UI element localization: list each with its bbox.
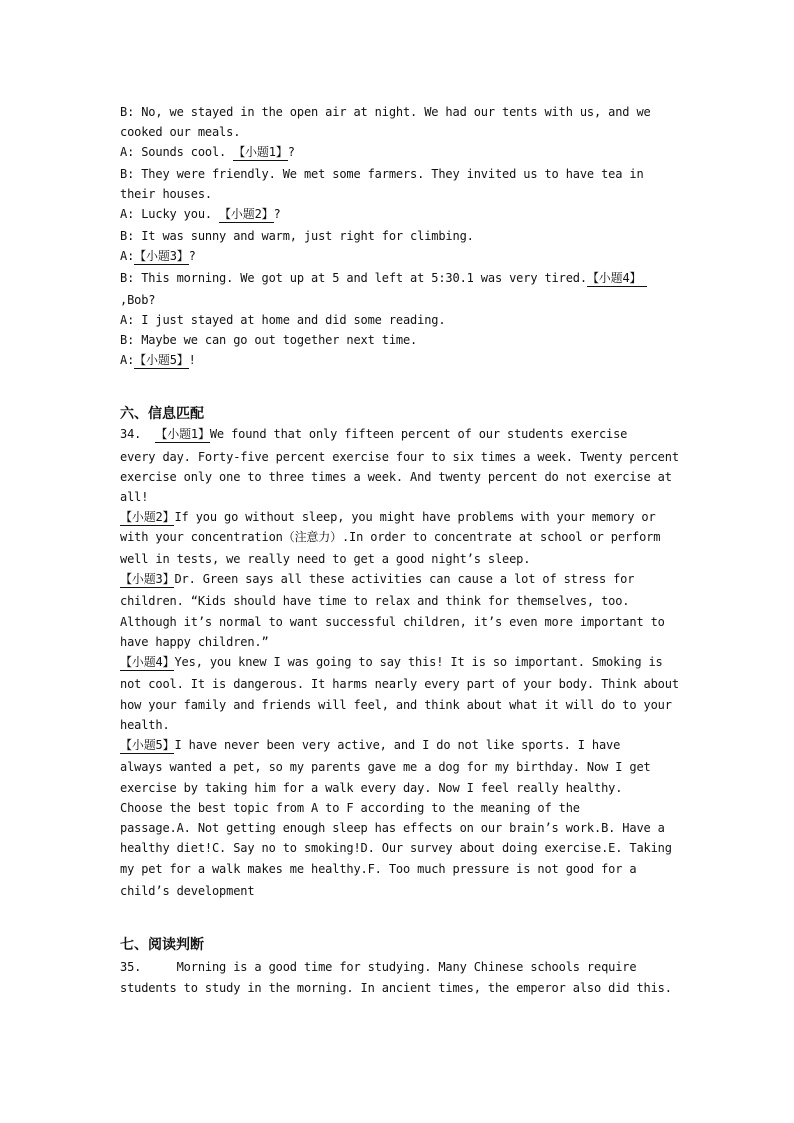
text: If you go without sleep, you might have problems with your memory or [174, 510, 656, 524]
section-heading: 六、信息匹配 [120, 406, 204, 422]
text-line: students to study in the morning. In ancient times, the emperor also did this. [120, 981, 672, 995]
text-line: Choose the best topic from A to F according to the meaning of the [120, 801, 580, 815]
question-number: 34. [120, 427, 156, 441]
blank-tail [641, 270, 647, 287]
text-line: with your concentration（注意力）.In order to concentrate at school or perform [120, 530, 661, 544]
question-blank-5: 【小题5】 [120, 738, 175, 752]
question-blank-1: 【小题1】 [155, 427, 210, 441]
text-line [120, 268, 680, 288]
text-line: their houses. [120, 187, 212, 201]
text-line: every day. Forty-five percent exercise four to six times a week. Twenty percent [120, 450, 679, 464]
question-blank-1: 【小题1】 [233, 145, 288, 159]
text: ? [273, 207, 281, 221]
question-blank-2: 【小题2】 [219, 207, 274, 221]
text-line: exercise by taking him for a walk every day. Now I feel really healthy. [120, 781, 623, 795]
text-line [120, 735, 680, 755]
text-line: B: They were friendly. We met some farmers. They invited us to have tea in [120, 167, 644, 181]
text-line: B: No, we stayed in the open air at night. We had our tents with us, and we [120, 105, 651, 119]
text: A: [120, 249, 135, 263]
text: A: [120, 353, 135, 367]
text-line [120, 350, 680, 370]
text-line: child’s development [120, 884, 255, 898]
text-line: children. “Kids should have time to relax and think for themselves, too. [120, 594, 630, 608]
text-line: how your family and friends will feel, and think about what it will do to your [120, 698, 672, 712]
text-line: all! [120, 490, 149, 504]
section-6 [120, 404, 680, 901]
text-line [120, 507, 680, 527]
text: A: Lucky you. [120, 207, 220, 221]
text-line [120, 246, 680, 266]
text-line: Although it’s normal to want successful children, it’s even more important to [120, 615, 665, 629]
text-line: B: It was sunny and warm, just right for climbing. [120, 229, 474, 243]
text: A: Sounds cool. [120, 145, 234, 159]
text: ? [188, 249, 196, 263]
text-line [120, 569, 680, 589]
text: ? [287, 145, 295, 159]
text-line: always wanted a pet, so my parents gave me a dog for my birthday. Now I get [120, 760, 651, 774]
text: ! [188, 353, 196, 367]
text-line: healthy diet!C. Say no to smoking!D. Our survey about doing exercise.E. Taking [120, 841, 672, 855]
text-line [120, 204, 680, 224]
text-line [120, 142, 680, 162]
text-line: B: Maybe we can go out together next time. [120, 333, 418, 347]
text-line: 35. Morning is a good time for studying. Many Chinese schools require [120, 960, 637, 974]
question-blank-4: 【小题4】 [120, 655, 175, 669]
text-line: health. [120, 718, 170, 732]
text-line: not cool. It is dangerous. It harms nearly every part of your body. Think about [120, 677, 679, 691]
dialogue-section [120, 102, 680, 370]
text: We found that only fifteen percent of our students exercise [209, 427, 628, 441]
text-line: cooked our meals. [120, 125, 241, 139]
question-blank-3: 【小题3】 [120, 572, 175, 586]
question-blank-3: 【小题3】 [134, 249, 189, 263]
question-blank-4: 【小题4】 [586, 271, 642, 285]
text-line: my pet for a walk makes me healthy.F. Too much pressure is not good for a [120, 862, 637, 876]
text-line: exercise only one to three times a week. And twenty percent do not exercise at [120, 470, 672, 484]
text-line: A: I just stayed at home and did some reading. [120, 313, 446, 327]
text-line: have happy children.” [120, 635, 269, 649]
text-line: ,Bob? [120, 293, 156, 307]
text-line [120, 652, 680, 672]
section-7 [120, 935, 680, 998]
text-line [120, 424, 680, 444]
text: Yes, you knew I was going to say this! It is so important. Smoking is [174, 655, 663, 669]
text: I have never been very active, and I do not like sports. I have [174, 738, 621, 752]
question-blank-5: 【小题5】 [134, 353, 189, 367]
document-page [120, 102, 680, 998]
text: B: This morning. We got up at 5 and left at 5:30.1 was very tired. [120, 271, 587, 285]
text-line: passage.A. Not getting enough sleep has effects on our brain’s work.B. Have a [120, 821, 665, 835]
text: Dr. Green says all these activities can cause a lot of stress for [174, 572, 635, 586]
section-heading: 七、阅读判断 [120, 937, 204, 953]
text-line: well in tests, we really need to get a good night’s sleep. [120, 552, 531, 566]
question-blank-2: 【小题2】 [120, 510, 175, 524]
